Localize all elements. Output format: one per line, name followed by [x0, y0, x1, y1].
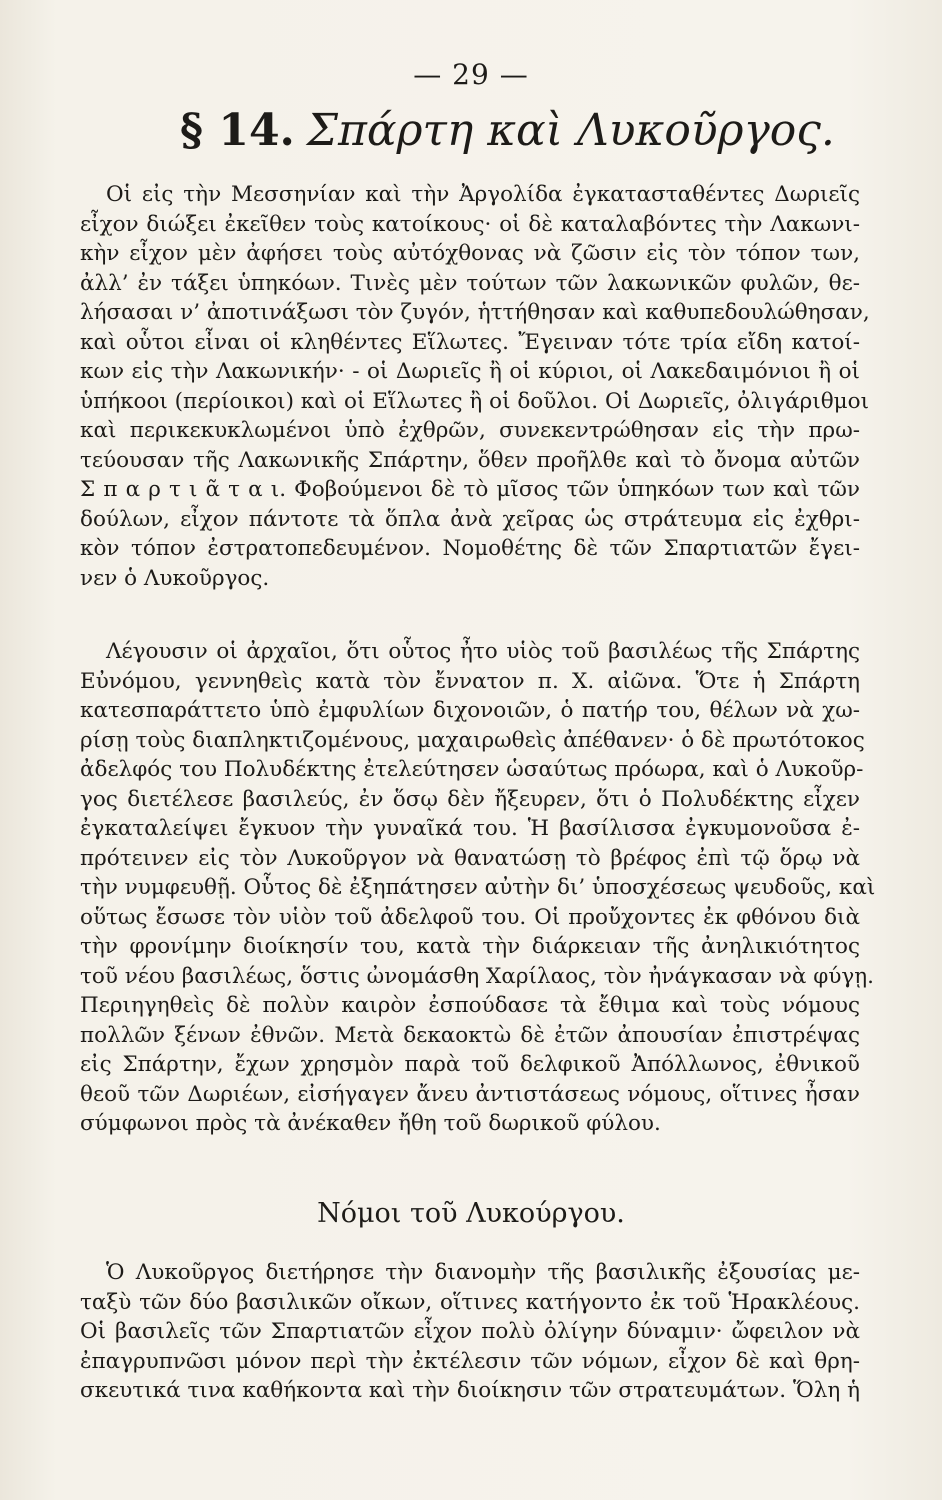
text-line: Λέγουσιν οἱ ἀρχαῖοι, ὅτι οὗτος ἦτο υἱὸς τοῦ βασιλέως τῆς Σπάρτης — [106, 639, 860, 664]
text-line: σκευτικά τινα καθήκοντα καὶ τὴν διοίκησιν τῶν στρατευμάτων. Ὅλη ἡ — [80, 1378, 860, 1403]
text-line: Σ π α ρ τ ι ᾶ τ α ι. Φοβούμενοι δὲ τὸ μῖσος τῶν ὑπηκόων των καὶ τῶν — [80, 477, 860, 502]
text-line: Οἱ εἰς τὴν Μεσσηνίαν καὶ τὴν Ἀργολίδα ἐγκατασταθέντες Δωριεῖς — [106, 182, 860, 207]
text-line: τὴν νυμφευθῇ. Οὗτος δὲ ἐξηπάτησεν αὐτὴν δι’ ὑποσχέσεως ψευδοῦς, καὶ — [80, 875, 876, 900]
text-line: καὶ οὗτοι εἶναι οἱ κληθέντες Εἵλωτες. Ἔγειναν τότε τρία εἴδη κατοί- — [80, 329, 860, 355]
section-heading — [180, 105, 835, 156]
text-line: ρίσῃ τοὺς διαπληκτιζομένους, μαχαιρωθεὶς ἀπέθανεν· ὁ δὲ πρωτότοκος — [80, 727, 865, 753]
text-line: εἶχον διώξει ἐκεῖθεν τοὺς κατοίκους· οἱ δὲ καταλαβόντες τὴν Λακωνι- — [80, 211, 860, 237]
text-line: κων εἰς τὴν Λακωνικήν· - οἱ Δωριεῖς ἢ οἱ κύριοι, οἱ Λακεδαιμόνιοι ἢ οἱ — [80, 359, 860, 384]
text-line: θεοῦ τῶν Δωριέων, εἰσήγαγεν ἄνευ ἀντιστάσεως νόμους, οἵτινες ἦσαν — [80, 1081, 860, 1107]
text-line: Ὁ Λυκοῦργος διετήρησε τὴν διανομὴν τῆς βασιλικῆς ἐξουσίας με- — [106, 1260, 860, 1285]
page-number: — 29 — — [413, 58, 529, 91]
text-line: κὴν εἶχον μὲν ἀφήσει τοὺς αὐτόχθονας νὰ ζῶσιν εἰς τὸν τόπον των, — [80, 241, 860, 266]
paragraph-3 — [80, 1258, 860, 1406]
text-line: ἀδελφός του Πολυδέκτης ἐτελεύτησεν ὡσαύτως πρόωρα, καὶ ὁ Λυκοῦρ- — [80, 757, 864, 782]
text-line: Περιηγηθεὶς δὲ πολὺν καιρὸν ἐσπούδασε τὰ ἔθιμα καὶ τοὺς νόμους — [80, 993, 860, 1018]
section-sign: § 14. — [180, 105, 295, 156]
text-line: σύμφωνοι πρὸς τὰ ἀνέκαθεν ἤθη τοῦ δωρικοῦ φύλου. — [80, 1111, 661, 1136]
text-line: νεν ὁ Λυκοῦργος. — [80, 565, 270, 591]
subheading: Νόμοι τοῦ Λυκούργου. — [317, 1198, 625, 1229]
text-line: γος διετέλεσε βασιλεύς, ἐν ὅσῳ δὲν ἤξευρεν, ὅτι ὁ Πολυδέκτης εἶχεν — [80, 786, 860, 812]
text-line: Εὐνόμου, γεννηθεὶς κατὰ τὸν ἔννατον π. Χ. αἰῶνα. Ὅτε ἡ Σπάρτη — [80, 668, 860, 694]
text-line: τὴν φρονίμην διοίκησίν του, κατὰ τὴν διάρκειαν τῆς ἀνηλικιότητος — [80, 934, 860, 959]
text-line: ἐγκαταλείψει ἔγκυον τὴν γυναῖκά του. Ἡ βασίλισσα ἐγκυμονοῦσα ἐ- — [80, 816, 860, 841]
text-line: λήσασαι ν’ ἀποτινάξωσι τὸν ζυγόν, ἡττήθησαν καὶ καθυπεδουλώθησαν, — [80, 300, 870, 325]
text-line: δούλων, εἶχον πάντοτε τὰ ὅπλα ἀνὰ χεῖρας ὡς στράτευμα εἰς ἐχθρι- — [80, 506, 860, 532]
text-line: οὕτως ἔσωσε τὸν υἱὸν τοῦ ἀδελφοῦ του. Οἱ προὔχοντες ἐκ φθόνου διὰ — [80, 904, 860, 930]
text-line: ἀλλ’ ἐν τάξει ὑπηκόων. Τινὲς μὲν τούτων τῶν λακωνικῶν φυλῶν, θε- — [80, 270, 860, 296]
paragraph-1 — [80, 180, 870, 593]
text-line: ὑπήκοοι (περίοικοι) καὶ οἱ Εἵλωτες ἢ οἱ δοῦλοι. Οἱ Δωριεῖς, ὀλιγάριθμοι — [80, 388, 870, 414]
section-title: Σπάρτη καὶ Λυκοῦργος. — [306, 105, 835, 156]
text-line: εἰς Σπάρτην, ἔχων χρησμὸν παρὰ τοῦ δελφικοῦ Ἀπόλλωνος, ἐθνικοῦ — [80, 1052, 860, 1077]
text-line: καὶ περικεκυκλωμένοι ὑπὸ ἐχθρῶν, συνεκεντρώθησαν εἰς τὴν πρω- — [80, 418, 860, 443]
text-line: ἐπαγρυπνῶσι μόνον περὶ τὴν ἐκτέλεσιν τῶν νόμων, εἶχον δὲ καὶ θρη- — [80, 1348, 860, 1374]
text-line: τοῦ νέου βασιλέως, ὅστις ὠνομάσθη Χαρίλαος, τὸν ἠνάγκασαν νὰ φύγῃ. — [80, 963, 874, 989]
text-line: κατεσπαράττετο ὑπὸ ἐμφυλίων διχονοιῶν, ὁ πατήρ του, θέλων νὰ χω- — [80, 698, 860, 723]
text-line: Οἱ βασιλεῖς τῶν Σπαρτιατῶν εἶχον πολὺ ὀλίγην δύναμιν· ὤφειλον νὰ — [80, 1319, 860, 1344]
text-line: πρότεινεν εἰς τὸν Λυκοῦργον νὰ θανατώσῃ τὸ βρέφος ἐπὶ τῷ ὅρῳ νὰ — [80, 845, 860, 871]
text-line: κὸν τόπον ἐστρατοπεδευμένον. Νομοθέτης δὲ τῶν Σπαρτιατῶν ἔγει- — [80, 536, 860, 561]
paragraph-2 — [80, 637, 876, 1139]
text-line: τεύουσαν τῆς Λακωνικῆς Σπάρτην, ὅθεν προῆλθε καὶ τὸ ὄνομα αὐτῶν — [80, 447, 860, 473]
text-line: ταξὺ τῶν δύο βασιλικῶν οἴκων, οἵτινες κατήγοντο ἐκ τοῦ Ἡρακλέους. — [80, 1289, 860, 1315]
text-line: πολλῶν ξένων ἐθνῶν. Μετὰ δεκαοκτὼ δὲ ἐτῶν ἀπουσίαν ἐπιστρέψας — [80, 1022, 860, 1048]
